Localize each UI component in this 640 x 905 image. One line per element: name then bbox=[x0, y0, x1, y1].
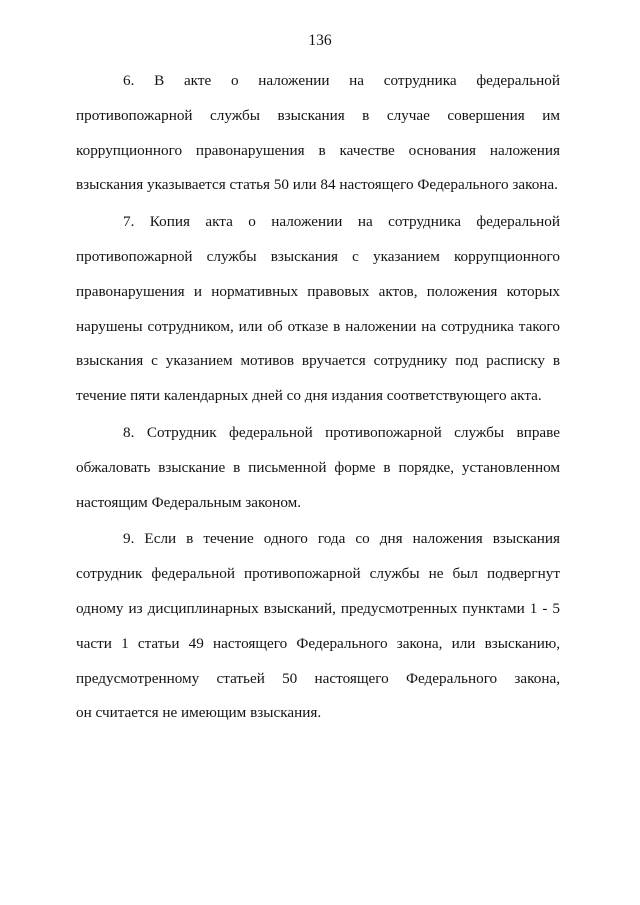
paragraph-8 bbox=[76, 416, 560, 520]
paragraph-line: обжаловать взыскание в письменной форме в порядке, установленном bbox=[76, 458, 560, 476]
paragraph-7 bbox=[76, 205, 560, 414]
page-number: 136 bbox=[308, 32, 332, 49]
paragraph-line: он считается не имеющим взыскания. bbox=[76, 704, 322, 722]
paragraph-line: настоящим Федеральным законом. bbox=[76, 493, 302, 511]
paragraph-line: противопожарной службы взыскания с указанием коррупционного bbox=[76, 247, 560, 265]
paragraph-9 bbox=[76, 522, 560, 731]
paragraph-line: противопожарной службы взыскания в случае совершения им bbox=[76, 106, 560, 124]
document-body bbox=[76, 64, 560, 733]
paragraph-line: взыскания указывается статья 50 или 84 настоящего Федерального закона. bbox=[76, 176, 558, 194]
paragraph-line: взыскания с указанием мотивов вручается сотруднику под расписку в bbox=[76, 352, 560, 370]
paragraph-line: одному из дисциплинарных взысканий, предусмотренных пунктами 1 - 5 bbox=[76, 599, 560, 617]
paragraph-line: течение пяти календарных дней со дня издания соответствующего акта. bbox=[76, 387, 542, 405]
paragraph-line: правонарушения и нормативных правовых актов, положения которых bbox=[76, 282, 560, 300]
paragraph-line: 7. Копия акта о наложении на сотрудника федеральной bbox=[123, 213, 560, 231]
paragraph-line: части 1 статьи 49 настоящего Федерального закона, или взысканию, bbox=[76, 634, 560, 652]
paragraph-line: нарушены сотрудником, или об отказе в наложении на сотрудника такого bbox=[76, 317, 560, 335]
paragraph-line: сотрудник федеральной противопожарной службы не был подвергнут bbox=[76, 565, 560, 583]
paragraph-line: 6. В акте о наложении на сотрудника федеральной bbox=[123, 72, 560, 89]
paragraph-line: предусмотренному статьей 50 настоящего Федерального закона, bbox=[76, 669, 560, 687]
paragraph-line: 8. Сотрудник федеральной противопожарной службы вправе bbox=[123, 423, 560, 441]
paragraph-line: коррупционного правонарушения в качестве основания наложения bbox=[76, 141, 560, 159]
paragraph-6 bbox=[76, 64, 560, 203]
paragraph-line: 9. Если в течение одного года со дня наложения взыскания bbox=[123, 530, 560, 548]
